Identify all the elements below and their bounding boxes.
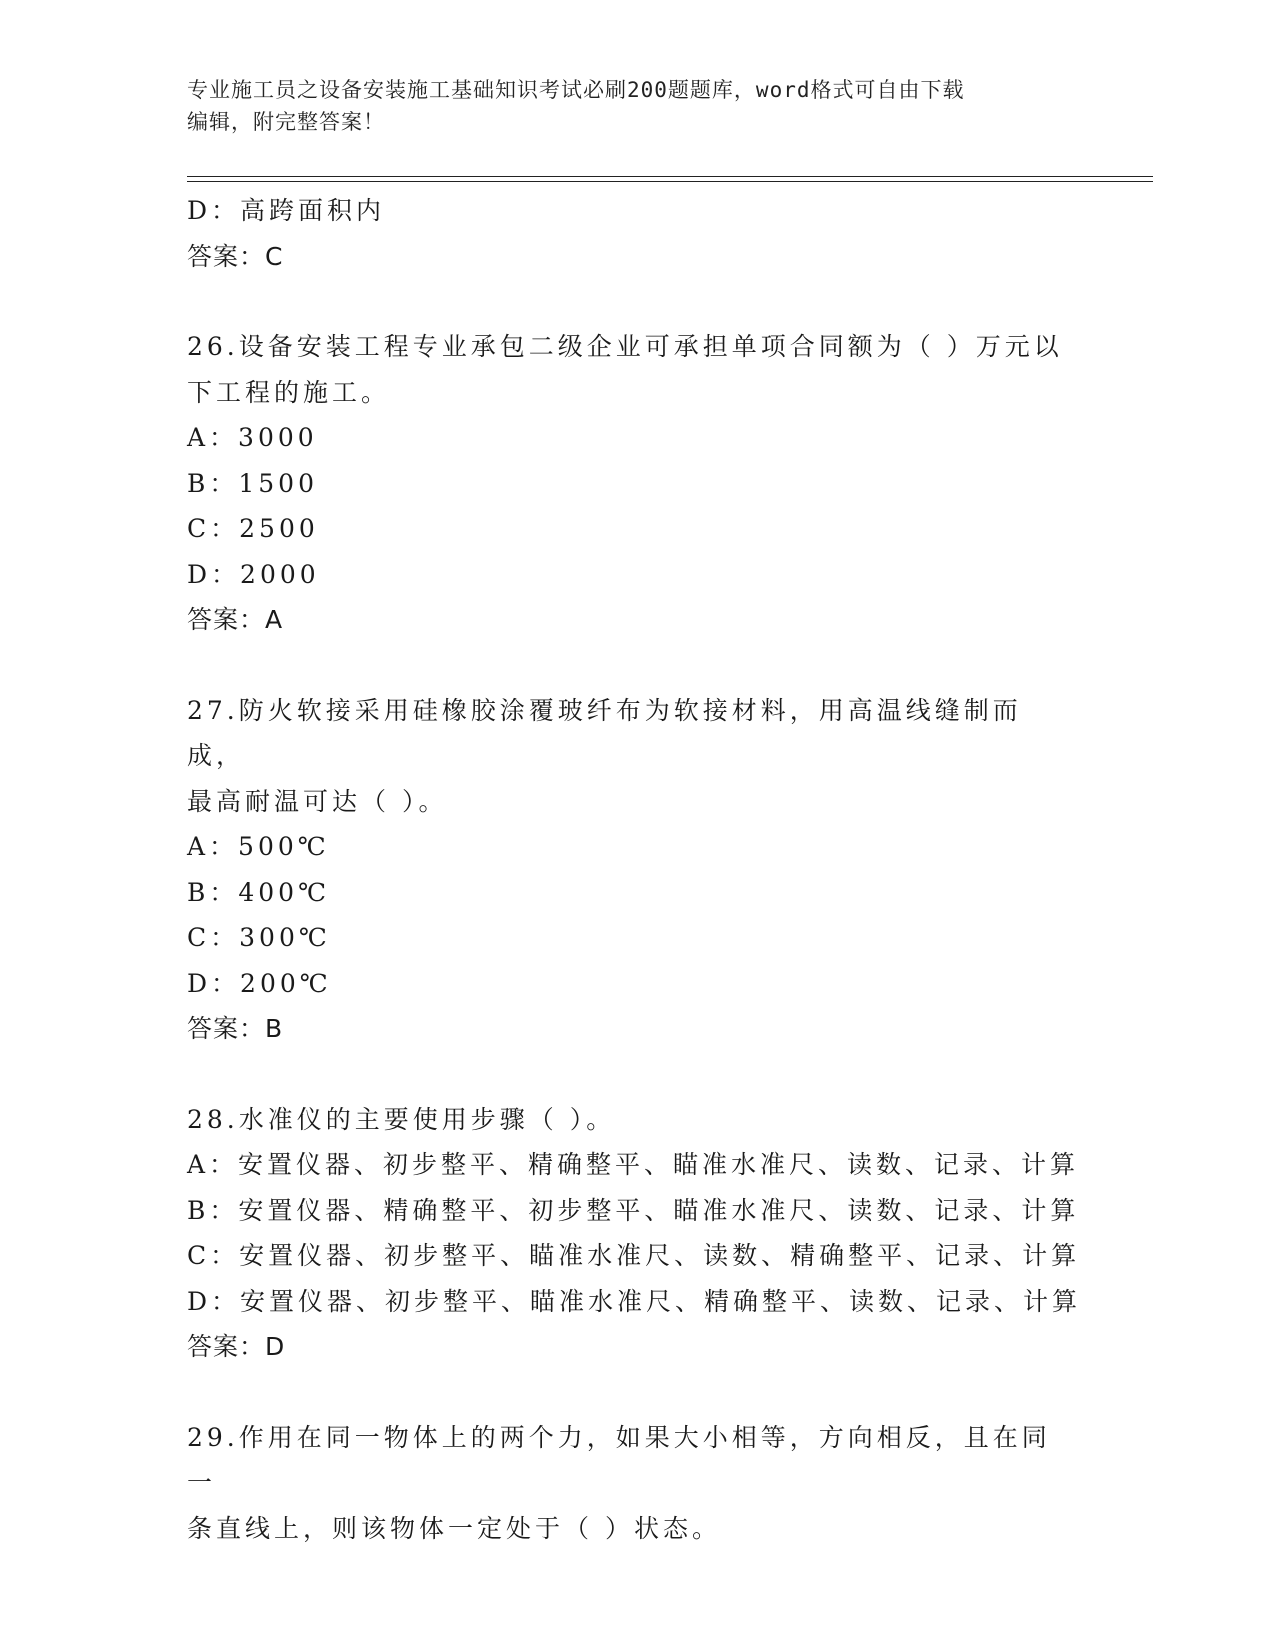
option-b: B：400℃ (187, 877, 331, 907)
question-text-line: 下工程的施工。 (187, 377, 391, 407)
question-text-line: 条直线上，则该物体一定处于（ ）状态。 (187, 1513, 721, 1543)
option-a: A：安置仪器、初步整平、精确整平、瞄准水准尺、读数、记录、计算 (187, 1150, 1080, 1179)
question-content (187, 188, 1087, 1551)
previous-question-tail (187, 188, 1087, 279)
option-b: B：1500 (187, 468, 318, 498)
header-line-1: 专业施工员之设备安装施工基础知识考试必刷200题题库，word格式可自由下载 (187, 78, 965, 102)
question-text-line: 29.作用在同一物体上的两个力，如果大小相等，方向相反，且在同一 (187, 1422, 1051, 1497)
question-26 (187, 324, 1087, 643)
option-c: C：安置仪器、初步整平、瞄准水准尺、读数、精确整平、记录、计算 (187, 1241, 1081, 1270)
question-text-line: 28.水准仪的主要使用步骤（ ）。 (187, 1104, 616, 1134)
option-d: D：200℃ (187, 968, 332, 998)
option-d: D：安置仪器、初步整平、瞄准水准尺、精确整平、读数、记录、计算 (187, 1286, 1082, 1316)
option-d: D：2000 (187, 559, 320, 589)
question-text-line: 26.设备安装工程专业承包二级企业可承担单项合同额为（ ）万元以 (187, 332, 1063, 361)
header-rule-bottom (187, 181, 1153, 182)
answer-line: 答案：B (187, 1014, 284, 1043)
question-text-line: 最高耐温可达（ ）。 (187, 786, 448, 816)
option-b: B：安置仪器、精确整平、初步整平、瞄准水准尺、读数、记录、计算 (187, 1195, 1080, 1225)
option-a: A：500℃ (187, 832, 330, 861)
question-27 (187, 688, 1087, 1052)
question-text-line: 27.防火软接采用硅橡胶涂覆玻纤布为软接材料，用高温线缝制而成， (187, 695, 1022, 770)
answer-line: 答案：A (187, 605, 284, 634)
header-line-2: 编辑，附完整答案！ (187, 110, 385, 134)
option-c: C：300℃ (187, 923, 331, 952)
option-d: D：高跨面积内 (187, 196, 386, 225)
option-a: A：3000 (187, 423, 318, 452)
answer-line: 答案：C (187, 241, 284, 271)
question-29 (187, 1415, 1087, 1552)
header-rule-top (187, 176, 1153, 177)
answer-line: 答案：D (187, 1332, 286, 1361)
option-c: C：2500 (187, 514, 319, 543)
page-header (187, 74, 1087, 138)
question-28 (187, 1097, 1087, 1370)
